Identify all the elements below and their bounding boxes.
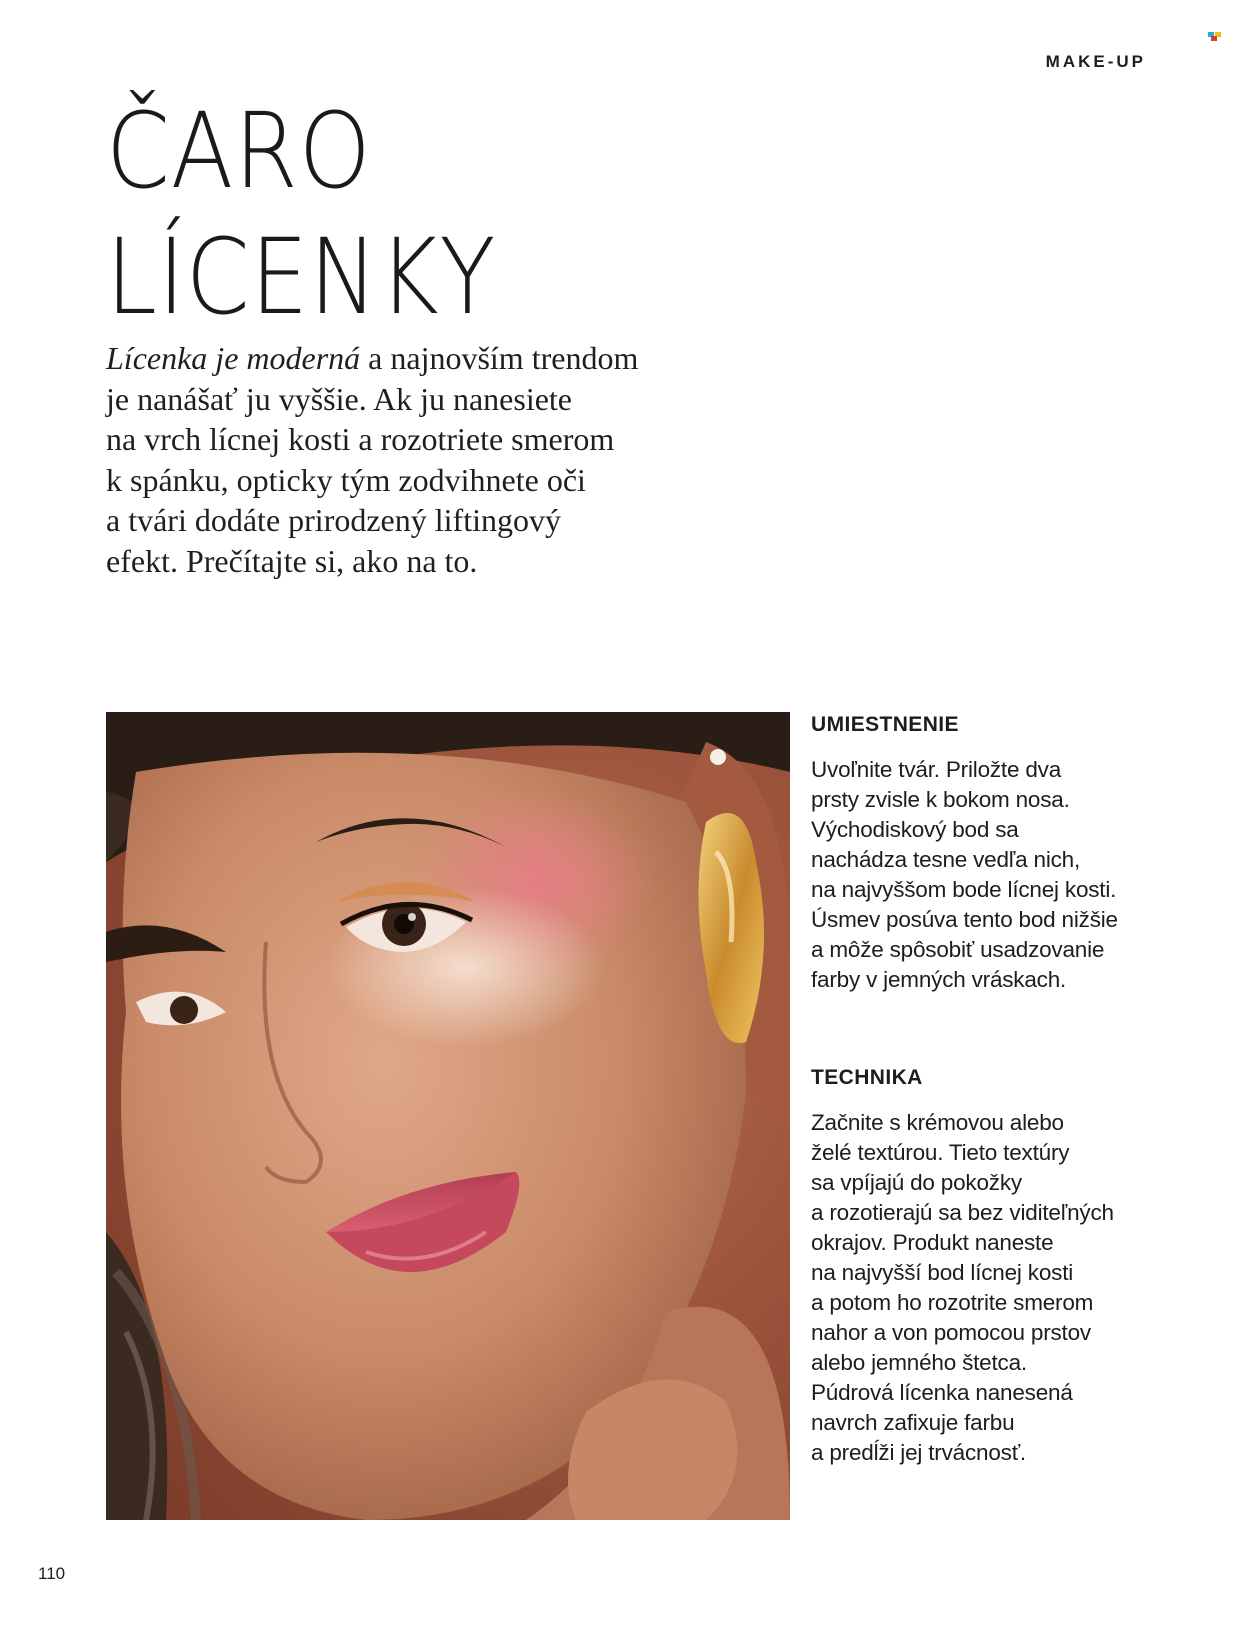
technique-section [811,1066,1151,1468]
technique-line: alebo jemného štetca. [811,1350,1027,1375]
placement-line: Úsmev posúva tento bod nižšie [811,907,1118,932]
intro-line-4: k spánku, opticky tým zodvihnete oči [106,461,586,498]
placement-heading: UMIESTNENIE [811,713,959,736]
technique-line: a potom ho rozotrite smerom [811,1290,1094,1315]
technique-heading: TECHNIKA [811,1066,923,1089]
corner-color-mark [1208,32,1222,40]
intro-line-2: je nanášať ju vyššie. Ak ju nanesiete [106,380,572,417]
technique-line: nahor a von pomocou prstov [811,1320,1091,1345]
technique-line: Púdrová lícenka nanesená [811,1380,1073,1405]
placement-line: Východiskový bod sa [811,817,1019,842]
placement-line: prsty zvisle k bokom nosa. [811,787,1070,812]
placement-line: na najvyššom bode lícnej kosti. [811,877,1117,902]
intro-line-6: efekt. Prečítajte si, ako na to. [106,542,478,579]
title-line-1: ČARO [106,90,372,212]
intro-italic: Lícenka je moderná [106,340,361,376]
placement-section [811,713,1151,995]
technique-line: okrajov. Produkt naneste [811,1230,1054,1255]
technique-text [811,1108,1151,1468]
technique-line: a rozotierajú sa bez viditeľných [811,1200,1114,1225]
section-label: MAKE-UP [1045,52,1146,71]
placement-line: farby v jemných vráskach. [811,967,1067,992]
placement-line: Uvoľnite tvár. Priložte dva [811,757,1062,782]
technique-line: navrch zafixuje farbu [811,1410,1015,1435]
intro-paragraph [106,338,706,581]
portrait-photo [106,712,790,1520]
placement-line: a môže spôsobiť usadzovanie [811,937,1105,962]
technique-line: a predĺži jej trvácnosť. [811,1440,1026,1465]
page-title [106,88,496,340]
intro-line-1: a najnovším trendom [360,340,639,376]
intro-line-3: na vrch lícnej kosti a rozotriete smerom [106,421,615,457]
technique-line: želé textúrou. Tieto textúry [811,1140,1070,1165]
technique-line: na najvyšší bod lícnej kosti [811,1260,1074,1285]
title-line-2: LÍCENKY [106,216,497,338]
page-number: 110 [38,1564,66,1583]
placement-text [811,755,1151,995]
intro-line-5: a tvári dodáte prirodzený liftingový [106,502,561,538]
placement-line: nachádza tesne vedľa nich, [811,847,1081,872]
technique-line: Začnite s krémovou alebo [811,1110,1064,1135]
technique-line: sa vpíjajú do pokožky [811,1170,1022,1195]
portrait-illustration [106,712,790,1520]
